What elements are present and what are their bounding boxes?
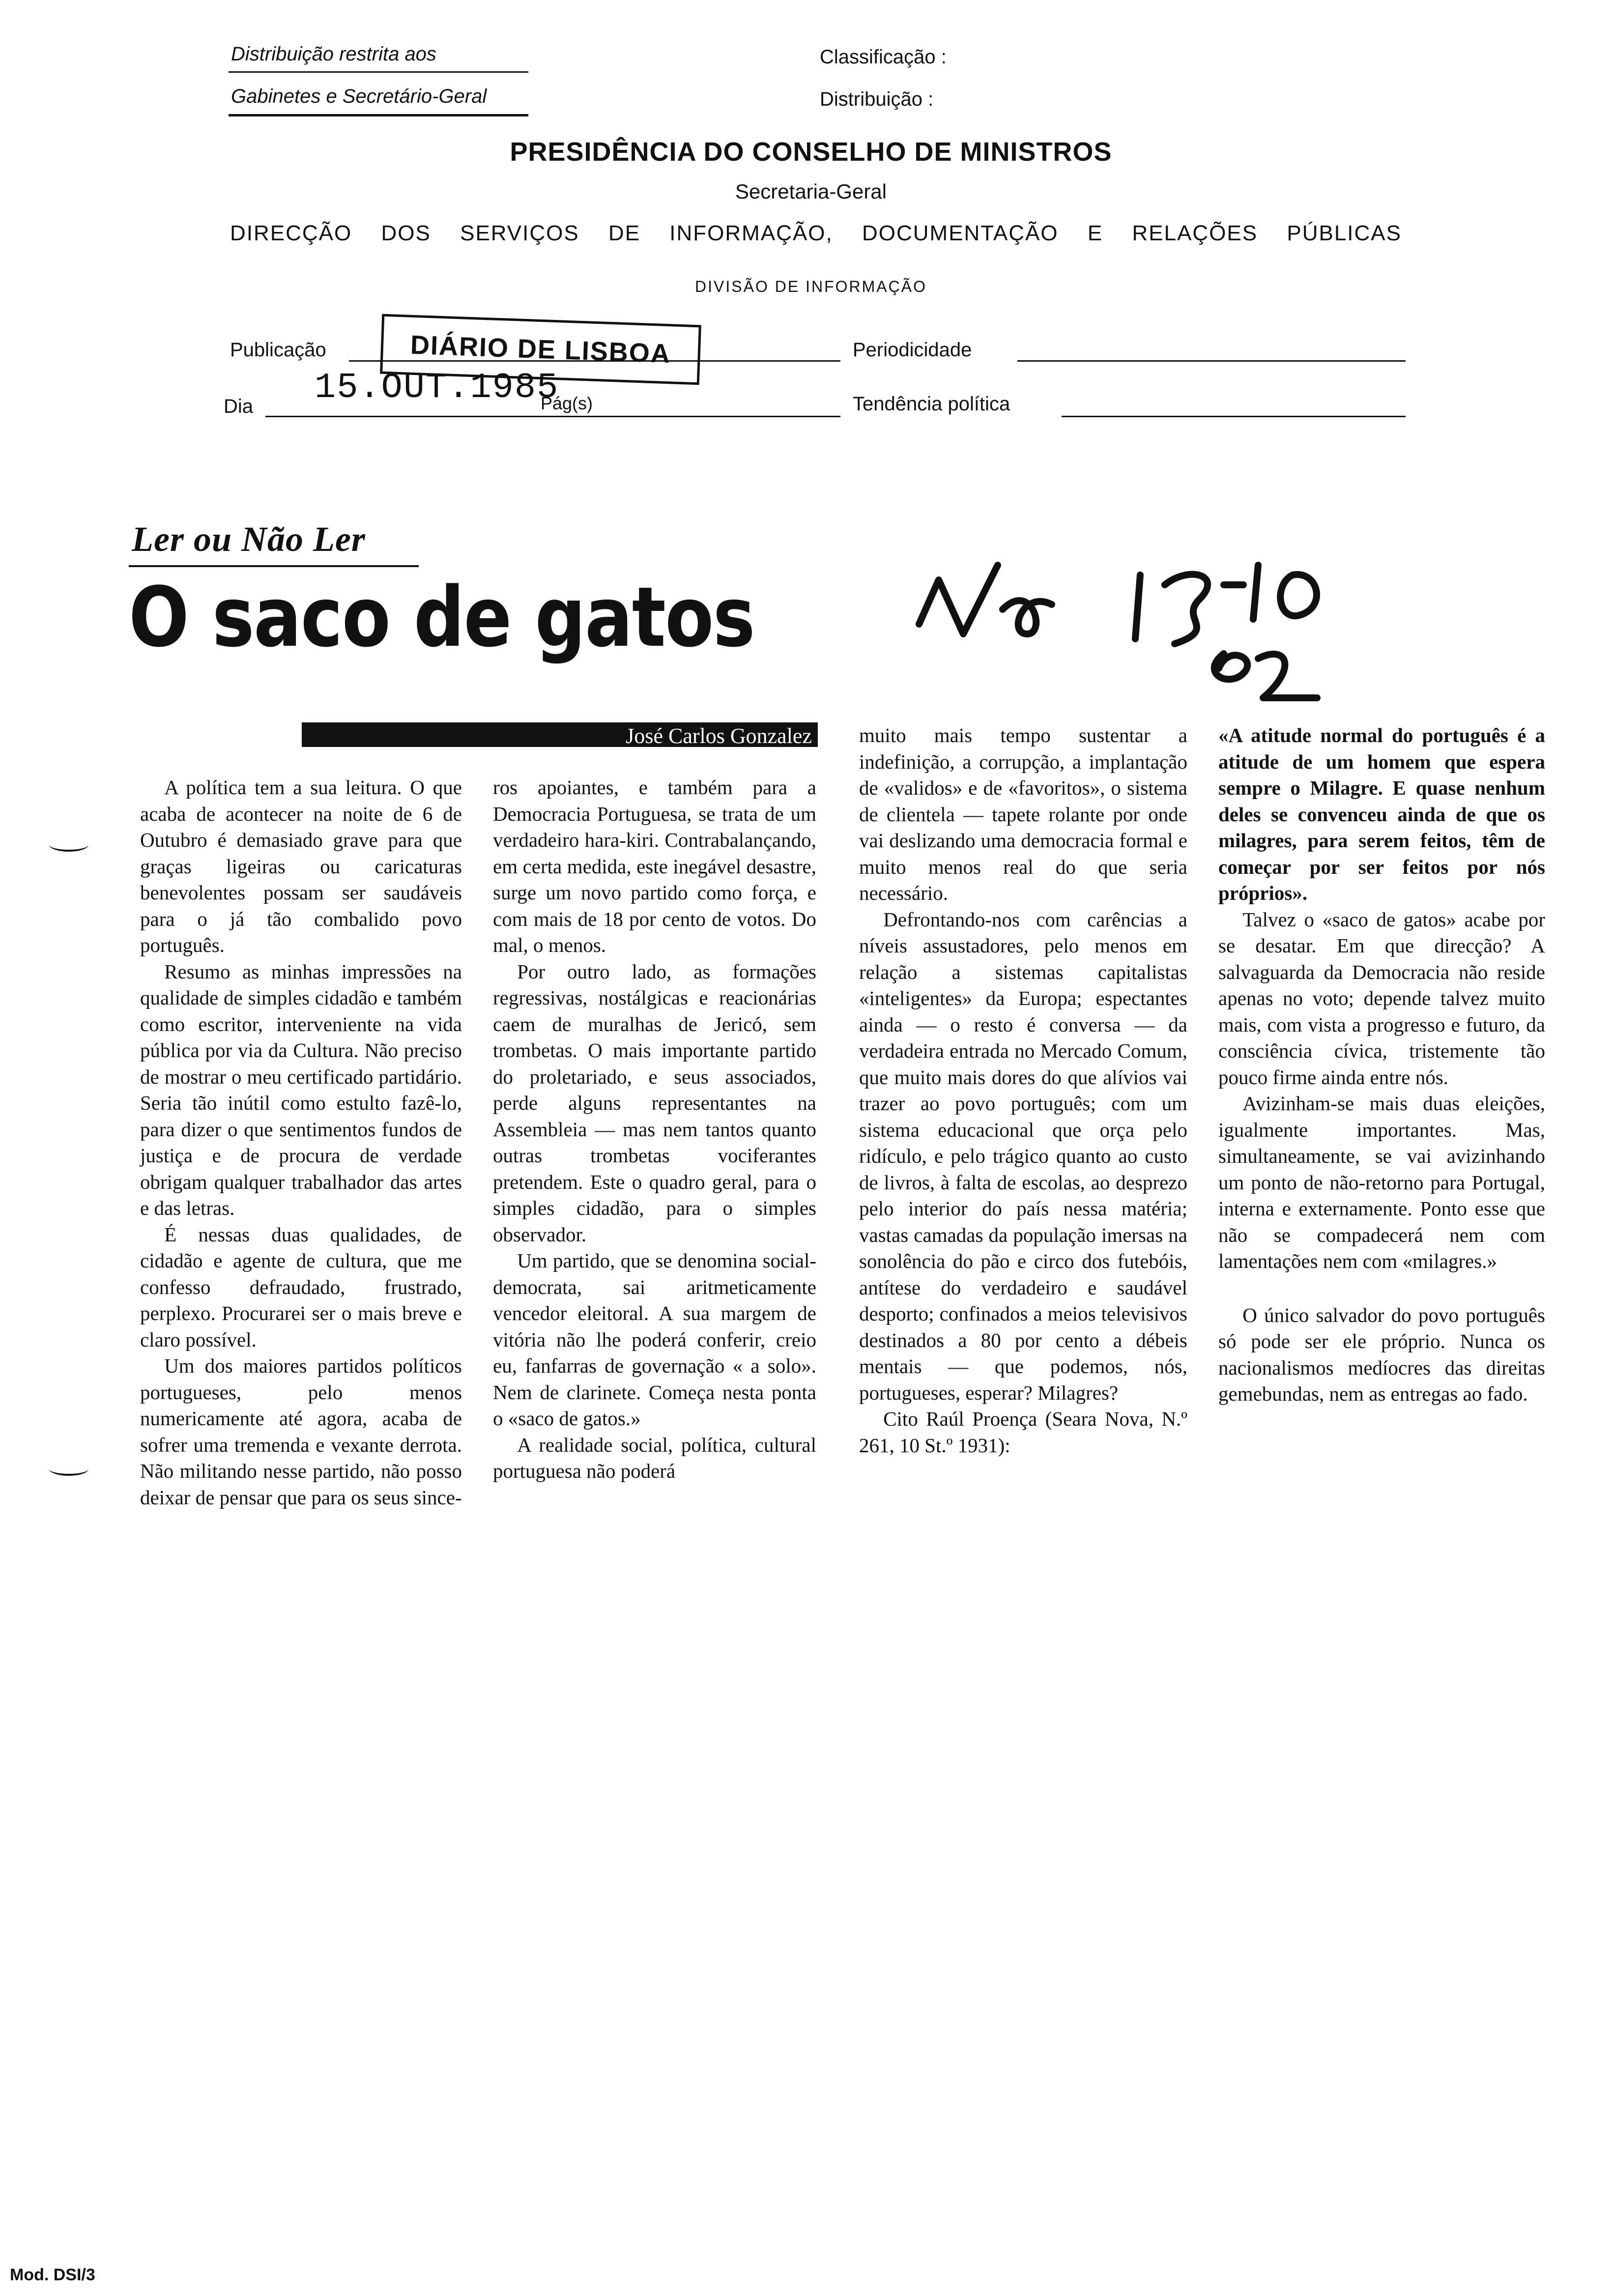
classification-label: Classificação : (820, 46, 947, 68)
pages-label: Pág(s) (541, 393, 593, 413)
periodicity-label: Periodicidade (853, 339, 972, 361)
margin-mark (49, 1462, 88, 1476)
paragraph: É nessas duas qualidades, de cidadão e agente de cultura, que me confesso defraudado, frustrado, perplexo. Procurarei ser o mais breve e claro possível. (140, 1223, 462, 1351)
paragraph: Resumo as minhas impressões na qualidade de simples cidadão e também como escritor, interveniente na vida pública por via da Cultura. Não preciso de mostrar o meu certificado partidário. Seria tão inútil como estulto fazê-lo, para dizer o que sentimentos fundos de justiça e de procura de verdade obrigam qualquer trabalhador das artes e das letras. (140, 960, 462, 1219)
form-code: Mod. DSI/3 (10, 2266, 95, 2284)
divider (229, 114, 528, 116)
divider (229, 71, 528, 73)
paragraph: Talvez o «saco de gatos» acabe por se desatar. Em que direcção? A salvaguarda da Democracia não reside apenas no voto; depende talvez muito mais, com vista a progresso e futuro, da consciência cívica, tristemente tão pouco firme ainda entre nós. (1218, 908, 1545, 1089)
secretariat-label: Secretaria-Geral (735, 180, 887, 203)
periodicity-line (1017, 360, 1406, 362)
author-bar (302, 722, 818, 747)
author-name: José Carlos Gonzalez (626, 724, 812, 748)
paragraph: Avizinham-se mais duas eleições, igualmente importantes. Mas, simultaneamente, se vai avizinhando um ponto de não-retorno para Portugal, interna e externamente. Ponto esse que não se compadecerá nem com lamentações nem com «milagres.» (1218, 1092, 1545, 1272)
day-line (265, 416, 840, 417)
distribution-note-line1: Distribuição restrita aos (231, 43, 436, 65)
directorate-label: DIRECÇÃO DOS SERVIÇOS DE INFORMAÇÃO, DOCUMENTAÇÃO E RELAÇÕES PÚBLICAS (230, 221, 1402, 245)
paragraph: A política tem a sua leitura. O que acaba de acontecer na noite de 6 de Outubro é demasiado grave para que graças ligeiras ou caricaturas benevolentes possam ser saudáveis para o já tão combalido povo português. (140, 776, 462, 956)
article-column-2 (493, 775, 816, 1485)
paragraph: Por outro lado, as formações regressivas, nostálgicas e reacionárias caem de muralhas de Jericó, sem trombetas. O mais importante partido do proletariado, e seus associados, perde alguns representantes na Assembleia — mas nem tantos quanto outras trombetas vociferantes pretendem. Este o quadro geral, para o simples cidadão, para o simples observador. (493, 960, 816, 1246)
paragraph: Um dos maiores partidos políticos portugueses, pelo menos numericamente até agora, acaba de sofrer uma tremenda e vexante derrota. Não militando nesse partido, não posso deixar de pensar que para os seus since- (140, 1354, 462, 1509)
pull-quote: «A atitude normal do português é a atitude de um homem que espera sempre o Milagre. E quase nenhum deles se convenceu ainda de que os milagres, para serem feitos, têm de começar por ser feitos por nós próprios». (1218, 724, 1545, 904)
political-tendency-label: Tendência política (853, 393, 1010, 415)
paragraph: Um partido, que se denomina social-democrata, sai aritmeticamente vencedor eleitoral. A sua margem de vitória não lhe poderá conferir, creio eu, fanfarras de governação « a solo». Nem de clarinete. Começa nesta ponta o «saco de gatos.» (493, 1249, 816, 1430)
handwritten-note (885, 511, 1376, 718)
margin-mark (49, 838, 88, 852)
paragraph: muito mais tempo sustentar a indefinição, a corrupção, a implantação de «validos» e de «favoritos», o sistema de clientela — tapete rolante por onde vai deslizando uma democracia formal e muito menos real do que seria necessário. (859, 724, 1187, 904)
distribution-note-line2: Gabinetes e Secretário-Geral (231, 86, 487, 107)
paragraph: Cito Raúl Proença (Seara Nova, N.º 261, 10 St.º 1931): (859, 1407, 1187, 1457)
article-column-3 (859, 722, 1187, 1459)
paragraph: O único salvador do povo português só pode ser ele próprio. Nunca os nacionalismos medíocres das direitas gemebundas, nem as entregas ao fado. (1218, 1303, 1545, 1405)
section-label: Ler ou Não Ler (132, 519, 366, 559)
paragraph: ros apoiantes, e também para a Democracia Portuguesa, se trata de um verdadeiro hara-kiri. Contrabalançando, em certa medida, este inegável desastre, surge um novo partido como força, e com mais de 18 por cento de votos. Do mal, o menos. (493, 776, 816, 956)
division-label: DIVISÃO DE INFORMAÇÃO (695, 278, 927, 295)
section-underline (129, 565, 419, 567)
article-column-1 (140, 775, 462, 1511)
paragraph: Defrontando-nos com carências a níveis assustadores, pelo menos em relação a sistemas capitalistas «inteligentes» da Europa; espectantes ainda — o resto é conversa — da verdadeira entrada no Mercado Comum, que muito mais dores do que alívios vai trazer ao povo português; com um sistema educacional que orça pelo ridículo, e pelo trágico quanto ao custo de livros, à falta de escolas, ao desprezo pelo interior do país nessa matéria; vastas camadas da população imersas na sonolência do pão e circo dos futebóis, antítese do verdadeiro e saudável desporto; confinados a meios televisivos destinados a 80 por cento a débeis mentais — que podemos, nós, portugueses, esperar? Milagres? (859, 908, 1187, 1404)
page-title: PRESIDÊNCIA DO CONSELHO DE MINISTROS (510, 137, 1112, 167)
day-label: Dia (224, 396, 254, 417)
distribution-label: Distribuição : (820, 88, 934, 110)
political-tendency-line (1062, 416, 1406, 417)
publication-label: Publicação (230, 339, 326, 361)
publication-stamp: DIÁRIO DE LISBOA (380, 314, 701, 385)
paragraph: A realidade social, política, cultural portuguesa não poderá (493, 1433, 816, 1482)
article-headline: O saco de gatos (129, 569, 754, 665)
article-column-4 (1218, 722, 1545, 1407)
day-value-stamp: 15.OUT.1985 (315, 368, 559, 408)
